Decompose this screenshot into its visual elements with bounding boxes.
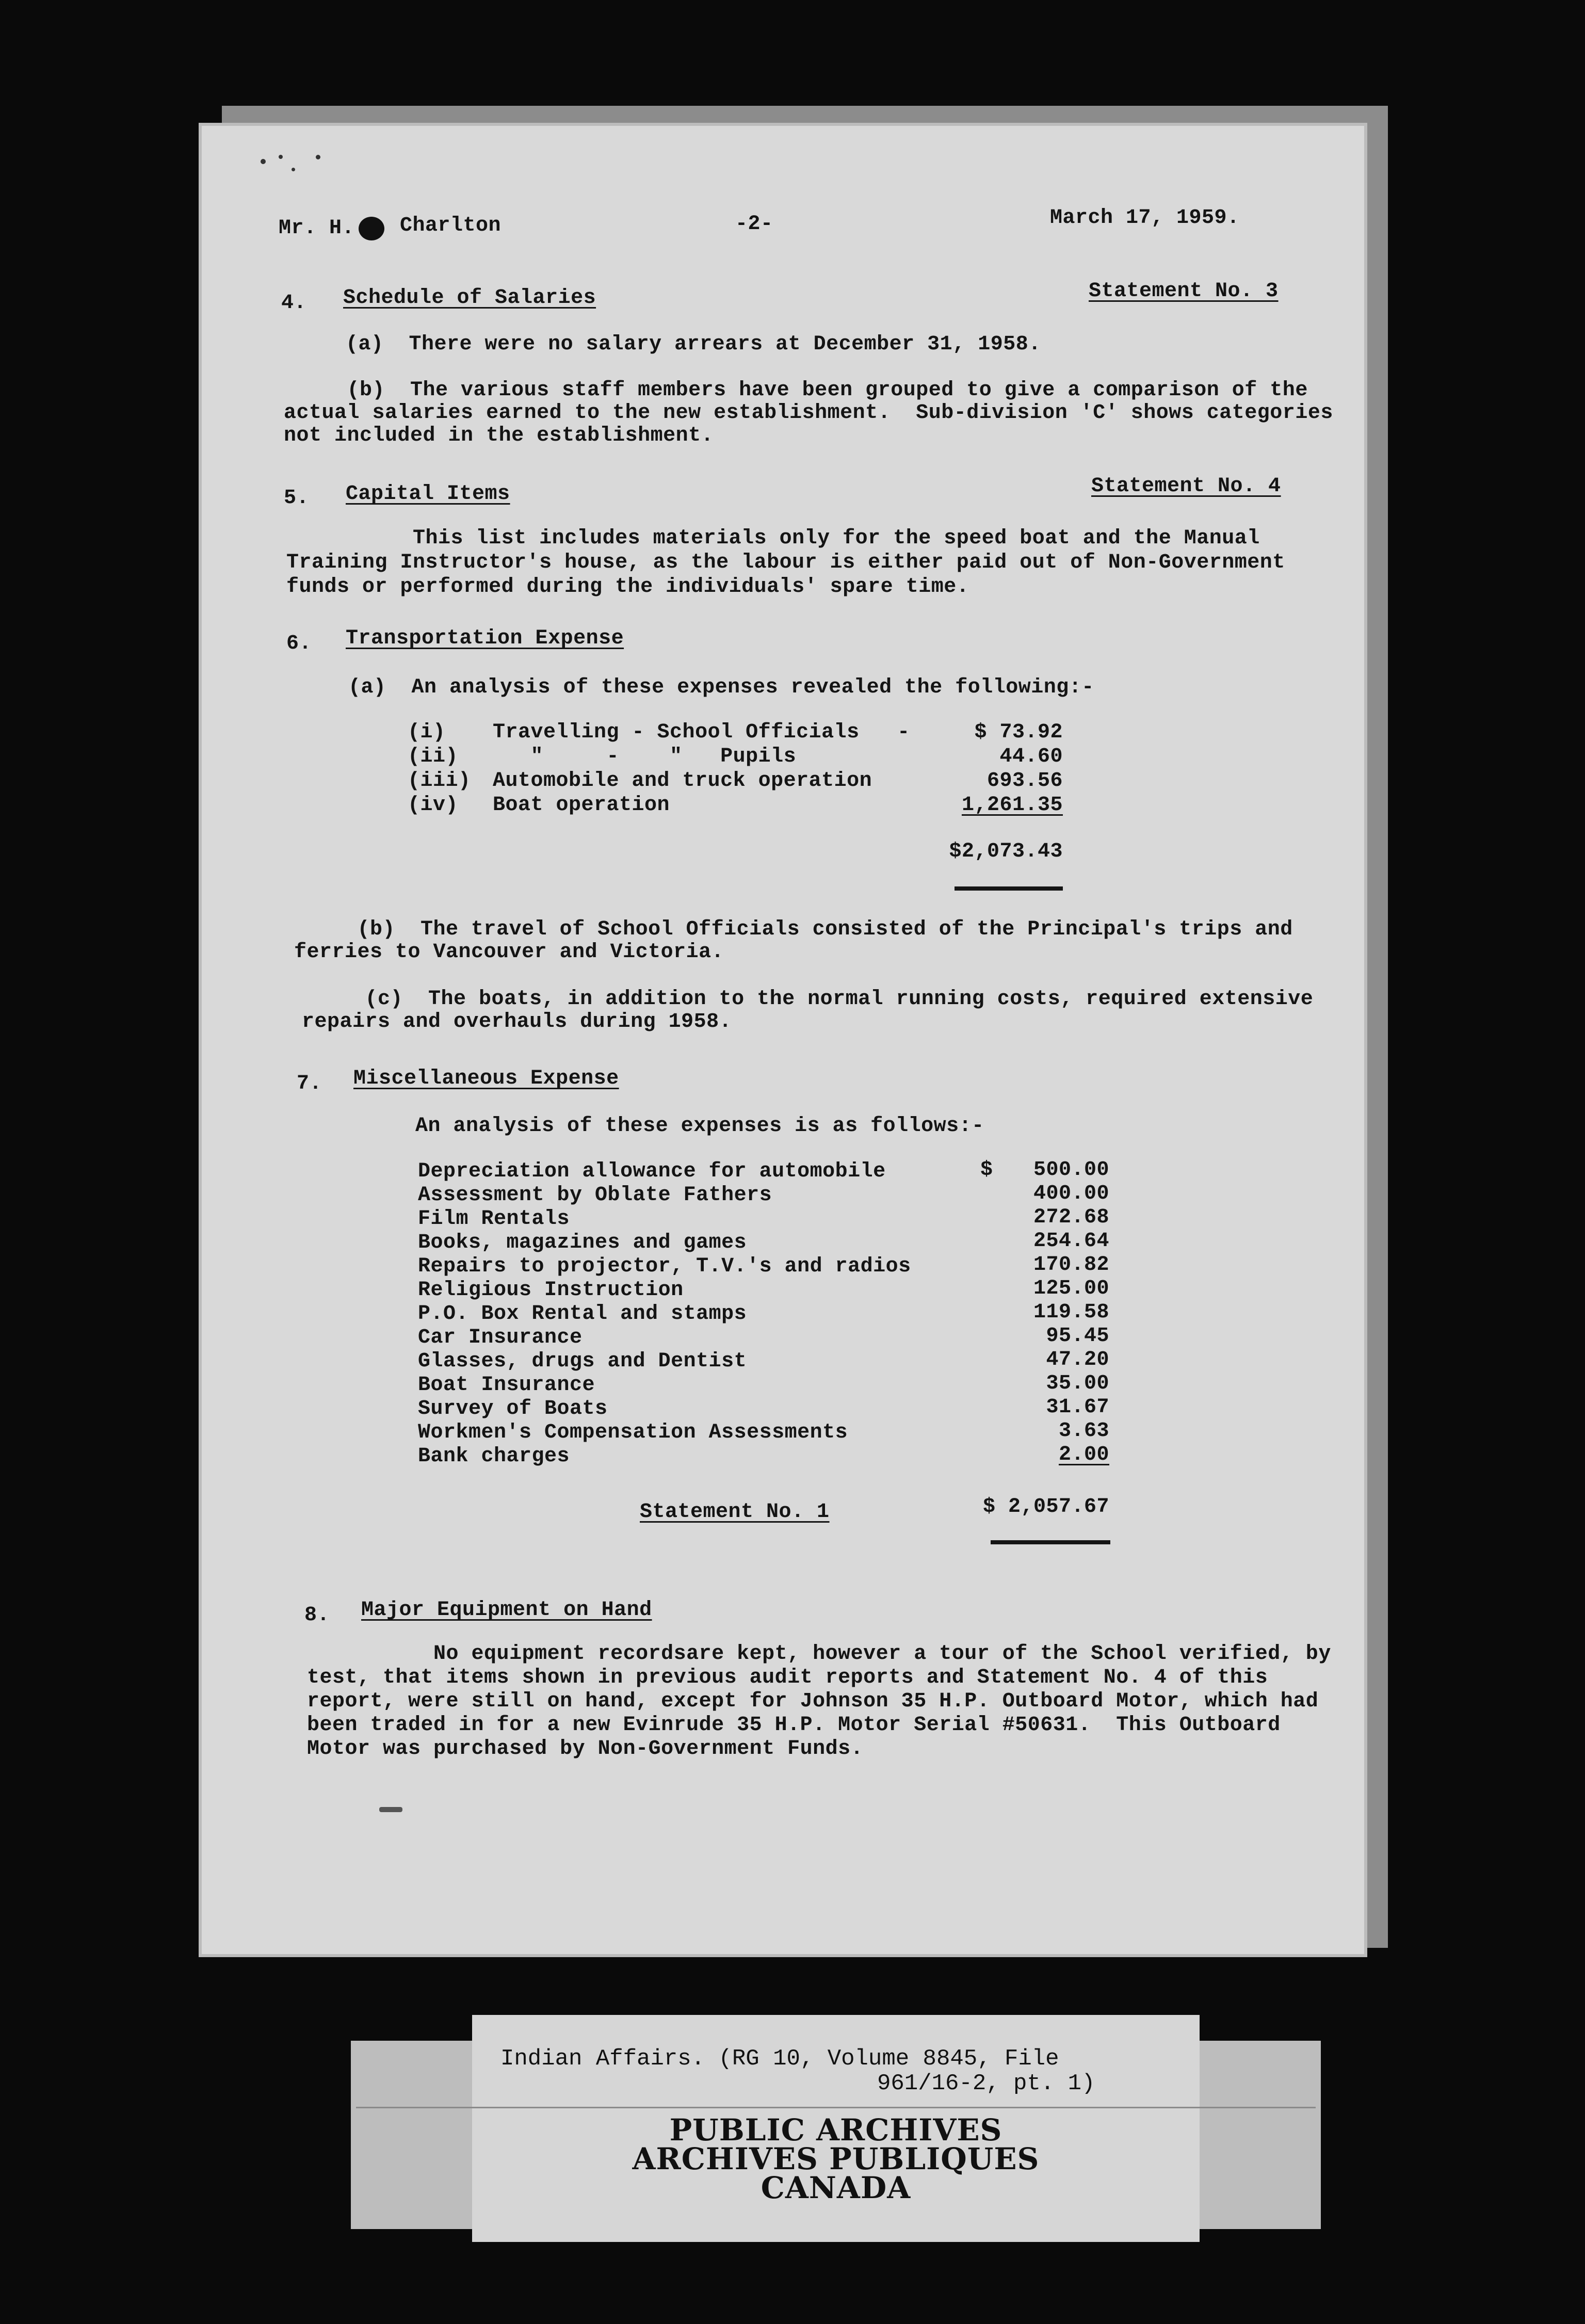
misc-item-label: Repairs to projector, T.V.'s and radios xyxy=(418,1255,911,1278)
stamp-line-3: CANADA xyxy=(761,2170,911,2205)
addressee-prefix: Mr. H. xyxy=(279,217,355,240)
section-6-para-a: (a) An analysis of these expenses revealed the following:- xyxy=(348,676,1094,699)
letter-date: March 17, 1959. xyxy=(1050,206,1240,230)
stamp-line-2: ARCHIVES PUBLIQUES xyxy=(632,2141,1040,2176)
label-card-left-flap xyxy=(351,2041,477,2229)
transport-item-label: Boat operation xyxy=(493,794,670,817)
misc-total: $ 2,057.67 xyxy=(982,1495,1109,1519)
section-4-para-b: (b) The various staff members have been grouped to give a comparison of the actual salaries earned to the new establishment. Sub-division 'C' shows categories not included in the establishment. xyxy=(284,379,1333,447)
section-4-number: 4. xyxy=(281,292,307,315)
section-7-number: 7. xyxy=(297,1072,322,1095)
section-4-statement: Statement No. 3 xyxy=(1089,280,1279,303)
section-7-intro: An analysis of these expenses is as follows:- xyxy=(415,1115,984,1138)
misc-item-label: Boat Insurance xyxy=(418,1374,595,1397)
section-5-title: Capital Items xyxy=(346,482,510,506)
section-6-number: 6. xyxy=(286,632,312,655)
transport-item-amount: 44.60 xyxy=(999,745,1063,768)
section-5-statement: Statement No. 4 xyxy=(1091,475,1281,498)
misc-item-amount: 35.00 xyxy=(1046,1372,1109,1395)
section-8-number: 8. xyxy=(304,1604,330,1627)
transport-item-num: (ii) xyxy=(408,745,459,768)
misc-item-label: Survey of Boats xyxy=(418,1397,608,1421)
transport-total: $2,073.43 xyxy=(949,840,1063,863)
misc-total-label: Statement No. 1 xyxy=(640,1500,830,1524)
misc-item-label: Glasses, drugs and Dentist xyxy=(418,1350,747,1373)
transport-item-label: " - " Pupils xyxy=(493,745,797,768)
paper-speck xyxy=(316,155,320,159)
misc-item-amount: 400.00 xyxy=(1033,1182,1109,1205)
archive-reference-line2: 961/16-2, pt. 1) xyxy=(877,2071,1095,2096)
misc-item-amount: 119.58 xyxy=(1033,1301,1109,1324)
misc-item-amount: 500.00 xyxy=(1033,1158,1109,1182)
section-8-para: No equipment recordsare kept, however a tour of the School verified, by test, that items shown in previous audit reports and Statement No. 4 of this report, were still on hand, except for Johnson 35 H.P. Outboard Motor, which had been traded in for a new Evinrude 35 H.P. Motor Serial #50631. This Outboard Motor was purchased by Non-Government Funds. xyxy=(307,1642,1331,1761)
section-5-para: This list includes materials only for the speed boat and the Manual Training Instructor's house, as the labour is either paid out of Non-Government funds or performed during the individuals' spare time. xyxy=(286,527,1285,599)
section-5-number: 5. xyxy=(284,487,310,510)
misc-item-amount: 2.00 xyxy=(1058,1443,1109,1466)
misc-item-label: Depreciation allowance for automobile xyxy=(418,1160,886,1183)
transport-total-rule xyxy=(955,886,1063,891)
misc-item-amount: 272.68 xyxy=(1033,1206,1109,1229)
section-8-title: Major Equipment on Hand xyxy=(361,1599,652,1622)
misc-item-label: Bank charges xyxy=(418,1445,570,1468)
misc-item-amount: 95.45 xyxy=(1046,1325,1109,1348)
misc-item-label: Books, magazines and games xyxy=(418,1231,747,1254)
public-archives-stamp xyxy=(472,2112,1200,2205)
paper-speck xyxy=(292,168,295,171)
section-6-title: Transportation Expense xyxy=(346,627,624,650)
paper-speck xyxy=(279,155,283,159)
label-card-right-flap xyxy=(1194,2041,1321,2229)
misc-item-label: Religious Instruction xyxy=(418,1279,684,1302)
page-number: -2- xyxy=(735,213,773,236)
redaction-mark xyxy=(359,217,384,240)
stamp-line-1: PUBLIC ARCHIVES xyxy=(669,2112,1002,2148)
paper-speck xyxy=(261,159,266,164)
misc-item-label: Film Rentals xyxy=(418,1207,570,1231)
misc-item-label: Car Insurance xyxy=(418,1326,583,1349)
misc-total-rule xyxy=(991,1540,1110,1544)
misc-item-amount: 125.00 xyxy=(1033,1277,1109,1300)
misc-item-amount: 31.67 xyxy=(1046,1396,1109,1419)
transport-item-num: (iv) xyxy=(408,794,459,817)
archive-label-divider xyxy=(356,2107,1316,2108)
misc-item-amount: 47.20 xyxy=(1046,1348,1109,1371)
misc-item-label: Assessment by Oblate Fathers xyxy=(418,1184,772,1207)
transport-item-amount: 693.56 xyxy=(986,769,1063,793)
misc-item-amount: 254.64 xyxy=(1033,1230,1109,1253)
transport-item-label: Automobile and truck operation xyxy=(493,769,872,793)
misc-item-amount: 170.82 xyxy=(1033,1253,1109,1277)
misc-item-amount: 3.63 xyxy=(1058,1419,1109,1443)
addressee-name: Charlton xyxy=(400,214,502,237)
section-7-title: Miscellaneous Expense xyxy=(353,1067,619,1090)
section-6-para-b: (b) The travel of School Officials consisted of the Principal's trips and ferries to Vancouver and Victoria. xyxy=(294,918,1293,964)
transport-item-amount: 1,261.35 xyxy=(961,794,1063,817)
transport-item-num: (iii) xyxy=(408,769,471,793)
archive-reference-line1: Indian Affairs. (RG 10, Volume 8845, File xyxy=(500,2046,1059,2072)
misc-dollar-sign: $ xyxy=(980,1158,993,1182)
transport-item-amount: $ 73.92 xyxy=(974,721,1063,744)
section-4-para-a: (a) There were no salary arrears at December 31, 1958. xyxy=(346,333,1041,356)
misc-item-label: Workmen's Compensation Assessments xyxy=(418,1421,848,1444)
section-6-para-c: (c) The boats, in addition to the normal running costs, required extensive repairs and overhauls during 1958. xyxy=(302,988,1314,1034)
paper-mark xyxy=(379,1807,402,1812)
transport-item-num: (i) xyxy=(408,721,446,744)
transport-item-label: Travelling - School Officials - xyxy=(493,721,910,744)
section-4-title: Schedule of Salaries xyxy=(343,286,596,310)
misc-item-label: P.O. Box Rental and stamps xyxy=(418,1302,747,1326)
